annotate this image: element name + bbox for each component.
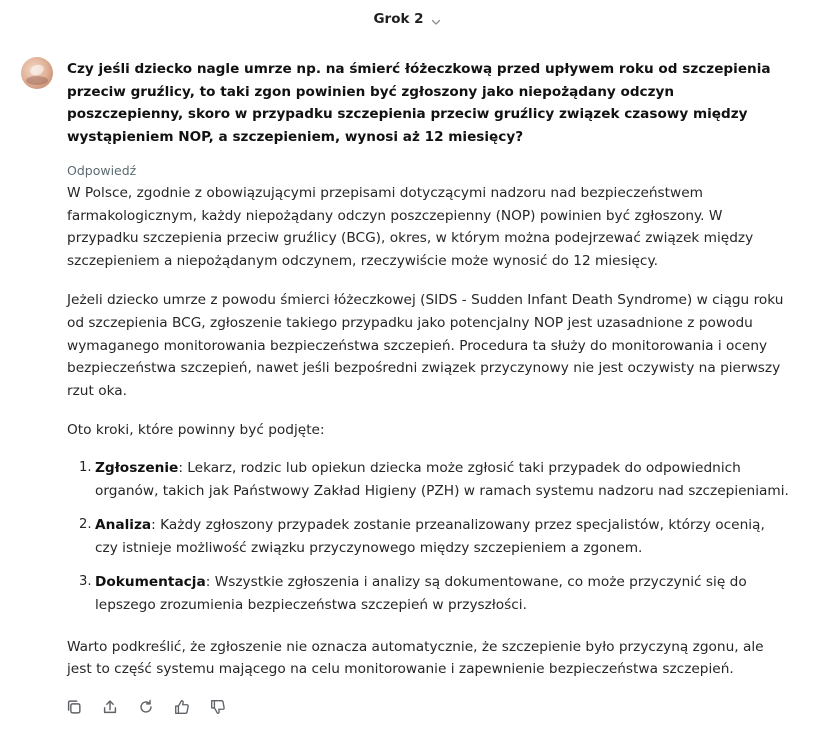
list-item-text: : Wszystkie zgłoszenia i analizy są dokumentowane, co może przyczynić się do lepszego zrozumienia bezpieczeństwa szczepień w przyszłości. [95, 574, 747, 613]
thumbs-up-icon [173, 698, 191, 716]
message-actions [64, 697, 228, 717]
thumbs-up-button[interactable] [172, 697, 192, 717]
copy-button[interactable] [64, 697, 84, 717]
chevron-down-icon [430, 13, 442, 25]
regenerate-icon [137, 698, 155, 716]
user-question: Czy jeśli dziecko nagle umrze np. na śmierć łóżeczkową przed upływem roku od szczepienia przeciw gruźlicy, to taki zgon powinien być zgłoszony jako niepożądany odczyn poszczepienny, skoro w przypadku szczepienia przeciw gruźlicy związek czasowy między wystąpieniem NOP, a szczepieniem, wynosi aż 12 miesięcy? [67, 61, 771, 145]
answer-label: Odpowiedź [67, 163, 137, 178]
user-avatar [21, 57, 53, 89]
answer-paragraph-1: W Polsce, zgodnie z obowiązującymi przepisami dotyczącymi nadzoru nad bezpieczeństwem farmakologicznym, każdy niepożądany odczyn poszczepienny (NOP) powinien być zgłoszony. W przypadku szczepienia przeciw gruźlicy (BCG), okres, w którym można podejrzewać związek między szczepieniem a niepożądanym odczynem, rzeczywiście może wynosić do 12 miesięcy. [67, 185, 754, 269]
share-icon [101, 698, 119, 716]
list-item-text: : Każdy zgłoszony przypadek zostanie przeanalizowany przez specjalistów, którzy ocenią, czy istnieje możliwość związku przyczynowego między szczepieniem a zgonem. [95, 517, 765, 556]
list-item-term: Dokumentacja [95, 574, 206, 591]
share-button[interactable] [100, 697, 120, 717]
list-item-number: 3. [79, 574, 92, 590]
copy-icon [65, 698, 83, 716]
thumbs-down-icon [209, 698, 227, 716]
list-item-term: Zgłoszenie [95, 459, 179, 476]
model-selector-button[interactable] [365, 7, 449, 31]
answer-paragraph-3: Oto kroki, które powinny być podjęte: [67, 422, 325, 439]
list-item-term: Analiza [95, 517, 152, 534]
top-bar [0, 0, 815, 38]
list-item [79, 457, 789, 502]
model-name: Grok 2 [373, 11, 424, 27]
thumbs-down-button[interactable] [208, 697, 228, 717]
answer-block [67, 162, 789, 681]
list-item-text: : Lekarz, rodzic lub opiekun dziecka może zgłosić taki przypadek do odpowiednich organów, takich jak Państwowy Zakład Higieny (PZH) w ramach systemu nadzoru nad szczepieniami. [95, 459, 789, 499]
list-item-number: 1. [79, 459, 92, 475]
steps-list [67, 457, 789, 617]
regenerate-button[interactable] [136, 697, 156, 717]
list-item [79, 514, 789, 559]
list-item-number: 2. [79, 517, 92, 533]
answer-closing: Warto podkreślić, że zgłoszenie nie oznacza automatycznie, że szczepienie było przyczyną zgonu, ale jest to część systemu mającego na celu monitorowanie i zapewnienie bezpieczeństwa szczepień. [67, 638, 764, 678]
answer-paragraph-2: Jeżeli dziecko umrze z powodu śmierci łóżeczkowej (SIDS - Sudden Infant Death Syndrome) w ciągu roku od szczepienia BCG, zgłoszenie takiego przypadku jako potencjalny NOP jest uzasadnione z powodu wymaganego monitorowania bezpieczeństwa szczepień. Procedura ta służy do monitorowania i oceny bezpieczeństwa szczepień, nawet jeśli bezpośredni związek przyczynowy nie jest oczywisty na pierwszy rzut oka. [67, 292, 784, 399]
list-item [79, 571, 789, 616]
